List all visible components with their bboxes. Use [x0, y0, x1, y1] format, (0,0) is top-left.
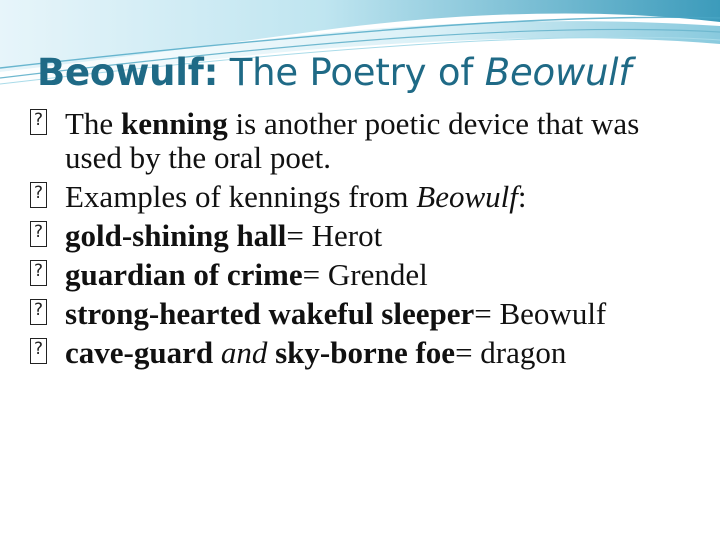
- title-italic-part: Beowulf: [484, 51, 632, 94]
- slide-title: [37, 48, 707, 98]
- title-middle: The Poetry of: [218, 51, 485, 94]
- bullet-text-post: = Beowulf: [474, 296, 607, 331]
- title-bold-part: Beowulf:: [37, 51, 219, 94]
- bullet-kenning-definition: [30, 107, 700, 175]
- bullet-text-pre: The: [65, 106, 121, 141]
- bullet-text-italic: and: [213, 335, 276, 370]
- bullet-example-grendel: [30, 258, 700, 292]
- bullet-marker-icon: ?: [30, 338, 47, 364]
- bullet-text-bold-2: sky-borne foe: [275, 335, 456, 370]
- bullet-example-herot: [30, 219, 700, 253]
- bullet-marker-icon: ?: [30, 221, 47, 247]
- bullet-example-dragon: [30, 336, 700, 370]
- bullet-example-beowulf: [30, 297, 700, 331]
- bullet-text-post: = dragon: [455, 335, 567, 370]
- bullet-marker-icon: ?: [30, 109, 47, 135]
- bullet-text-bold: guardian of crime: [65, 257, 303, 292]
- bullet-marker-icon: ?: [30, 260, 47, 286]
- bullet-text-post: is another poetic device that was used by the oral poet.: [65, 106, 640, 175]
- bullet-text-italic: Beowulf: [416, 179, 518, 214]
- bullet-text-bold: kenning: [120, 106, 228, 141]
- bullet-list: [30, 107, 700, 375]
- bullet-text-bold: gold-shining hall: [65, 218, 287, 253]
- bullet-text-post: = Grendel: [302, 257, 428, 292]
- bullet-text-bold: strong-hearted wakeful sleeper: [65, 296, 475, 331]
- bullet-text-post: :: [517, 179, 527, 214]
- bullet-text-pre: Examples of kennings from: [65, 179, 417, 214]
- bullet-text-post: = Herot: [286, 218, 383, 253]
- bullet-examples-intro: [30, 180, 700, 214]
- bullet-marker-icon: ?: [30, 182, 47, 208]
- bullet-marker-icon: ?: [30, 299, 47, 325]
- bullet-text-bold: cave-guard: [65, 335, 214, 370]
